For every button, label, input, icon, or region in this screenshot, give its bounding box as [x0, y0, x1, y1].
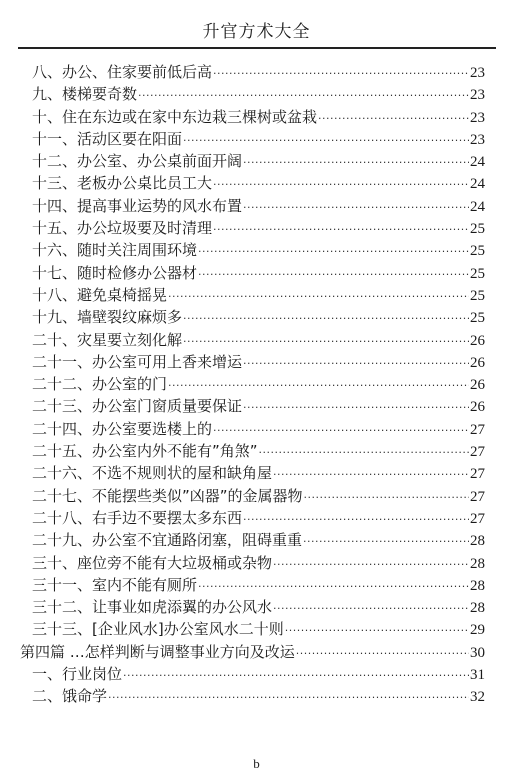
toc-entry-title: 二十六、不选不规则状的屋和缺角屋: [32, 464, 273, 483]
toc-entry-page-number: 28: [470, 600, 485, 617]
dot-leader: [183, 331, 469, 353]
dot-leader: [285, 620, 469, 642]
toc-entry[interactable]: [0, 195, 513, 217]
dot-leader: [243, 397, 469, 419]
toc-entry-title: 九、楼梯要奇数: [32, 85, 138, 104]
toc-entry[interactable]: [0, 172, 513, 194]
toc-entry[interactable]: [0, 217, 513, 239]
toc-entry-title: 十一、活动区要在阳面: [32, 129, 183, 148]
dot-leader: [183, 308, 469, 330]
toc-entry-page-number: 27: [470, 488, 485, 505]
toc-entry-title: 十七、随时检修办公器材: [32, 263, 198, 282]
toc-entry-page-number: 29: [470, 622, 485, 639]
toc-entry-page-number: 24: [470, 154, 485, 171]
toc-entry-title: 二十四、办公室要选楼上的: [32, 419, 213, 438]
toc-entry[interactable]: [0, 574, 513, 596]
dot-leader: [273, 464, 469, 486]
toc-entry-page-number: 25: [470, 243, 485, 260]
dot-leader: [304, 487, 469, 509]
toc-entry[interactable]: [0, 485, 513, 507]
toc-entry-title: 一、行业岗位: [32, 665, 123, 684]
toc-entry[interactable]: [0, 596, 513, 618]
dot-leader: [213, 174, 469, 196]
toc-entry-page-number: 26: [470, 332, 485, 349]
toc-entry[interactable]: [0, 239, 513, 261]
dot-leader: [213, 63, 469, 85]
toc-entry-page-number: 27: [470, 444, 485, 461]
toc-entry[interactable]: [0, 262, 513, 284]
toc-entry-page-number: 23: [470, 131, 485, 148]
toc-entry-page-number: 27: [470, 466, 485, 483]
toc-entry-page-number: 32: [470, 689, 485, 706]
toc-entry[interactable]: [0, 351, 513, 373]
page-footer-mark: b: [253, 756, 260, 771]
dot-leader: [108, 687, 469, 709]
toc-entry[interactable]: [0, 150, 513, 172]
dot-leader: [123, 665, 469, 687]
dot-leader: [243, 152, 469, 174]
dot-leader: [213, 420, 469, 442]
toc-entry-page-number: 23: [470, 65, 485, 81]
dot-leader: [243, 353, 469, 375]
dot-leader: [273, 598, 469, 620]
toc-entry[interactable]: [0, 395, 513, 417]
toc-entry-title: 二十三、办公室门窗质量要保证: [32, 397, 243, 416]
toc-part-entry[interactable]: [0, 641, 513, 663]
toc-entry-title: 二十七、不能摆些类似”凶器”的金属器物: [32, 486, 303, 505]
dot-leader: [243, 509, 469, 531]
toc-entry[interactable]: [0, 83, 513, 105]
toc-entry-title: 十、住在东边或在家中东边栽三棵树或盆栽: [32, 107, 318, 126]
dot-leader: [138, 85, 469, 107]
toc-entry[interactable]: [0, 329, 513, 351]
toc-entry-title: 三十一、室内不能有厕所: [32, 575, 198, 594]
toc-entry-page-number: 25: [470, 310, 485, 327]
toc-entry[interactable]: [0, 128, 513, 150]
toc-entry-title: 二十九、办公室不宜通路闭塞，阻碍重重: [32, 531, 303, 550]
toc-entry-page-number: 31: [470, 667, 485, 684]
table-of-contents: [0, 61, 513, 708]
toc-entry-title: 十八、避免桌椅摇晃: [32, 285, 168, 304]
toc-entry[interactable]: [0, 462, 513, 484]
toc-entry-page-number: 23: [470, 109, 485, 126]
toc-entry-title: 八、办公、住家要前低后高: [32, 63, 213, 81]
dot-leader: [318, 108, 469, 130]
dot-leader: [198, 264, 469, 286]
toc-entry[interactable]: [0, 552, 513, 574]
dot-leader: [168, 286, 469, 308]
toc-entry-title: 二十五、办公室内外不能有”角煞”: [32, 442, 258, 461]
toc-entry-title: 二十二、办公室的门: [32, 375, 168, 394]
toc-entry-title: 二、饿命学: [32, 687, 108, 706]
toc-entry-page-number: 27: [470, 421, 485, 438]
dot-leader: [243, 197, 469, 219]
toc-entry-title: 二十、灾星要立刻化解: [32, 330, 183, 349]
toc-entry[interactable]: [0, 106, 513, 128]
toc-entry[interactable]: [0, 373, 513, 395]
toc-entry[interactable]: [0, 663, 513, 685]
toc-entry-title: 三十二、让事业如虎添翼的办公风水: [32, 598, 273, 617]
toc-entry-page-number: 26: [470, 377, 485, 394]
toc-entry-page-number: 24: [470, 198, 485, 215]
toc-entry-title: 十四、提高事业运势的风水布置: [32, 196, 243, 215]
toc-entry-page-number: 24: [470, 176, 485, 193]
toc-entry-page-number: 28: [470, 555, 485, 572]
toc-entry[interactable]: [0, 440, 513, 462]
toc-entry-page-number: 25: [470, 287, 485, 304]
toc-entry-page-number: 28: [470, 577, 485, 594]
toc-entry-page-number: 27: [470, 510, 485, 527]
toc-entry-title: 第四篇 …怎样判断与调整事业方向及改运: [20, 642, 295, 661]
dot-leader: [213, 219, 469, 241]
toc-entry-title: 十九、墙壁裂纹麻烦多: [32, 308, 183, 327]
toc-entry-title: 三十三、[企业风水]办公室风水二十则: [32, 620, 284, 639]
toc-entry-page-number: 30: [470, 644, 485, 661]
toc-entry-page-number: 25: [470, 221, 485, 238]
toc-entry-title: 十三、老板办公桌比员工大: [32, 174, 213, 193]
toc-entry[interactable]: [0, 284, 513, 306]
toc-entry[interactable]: [0, 418, 513, 440]
dot-leader: [198, 576, 469, 598]
toc-entry[interactable]: [0, 618, 513, 640]
toc-entry-page-number: 26: [470, 399, 485, 416]
toc-entry-page-number: 25: [470, 265, 485, 282]
dot-leader: [303, 531, 469, 553]
dot-leader: [296, 643, 469, 665]
toc-entry[interactable]: [0, 306, 513, 328]
dot-leader: [183, 130, 469, 152]
dot-leader: [259, 442, 469, 464]
header-rule: [18, 47, 496, 49]
dot-leader: [198, 241, 469, 263]
toc-entry-title: 二十一、办公室可用上香来增运: [32, 352, 243, 371]
toc-entry-title: 十五、办公垃圾要及时清理: [32, 219, 213, 238]
toc-entry-title: 十六、随时关注周围环境: [32, 241, 198, 260]
toc-entry-title: 十二、办公室、办公桌前面开阔: [32, 152, 243, 171]
toc-entry-title: 三十、座位旁不能有大垃圾桶或杂物: [32, 553, 273, 572]
toc-entry[interactable]: [0, 61, 513, 83]
toc-entry[interactable]: [0, 685, 513, 707]
toc-entry-page-number: 26: [470, 354, 485, 371]
toc-entry-title: 二十八、右手边不要摆太多东西: [32, 508, 243, 527]
running-header-title: 升官方术大全: [202, 22, 311, 42]
toc-entry[interactable]: [0, 507, 513, 529]
dot-leader: [273, 554, 469, 576]
toc-entry-page-number: 28: [470, 533, 485, 550]
toc-entry[interactable]: [0, 529, 513, 551]
dot-leader: [168, 375, 469, 397]
toc-entry-page-number: 23: [470, 87, 485, 104]
